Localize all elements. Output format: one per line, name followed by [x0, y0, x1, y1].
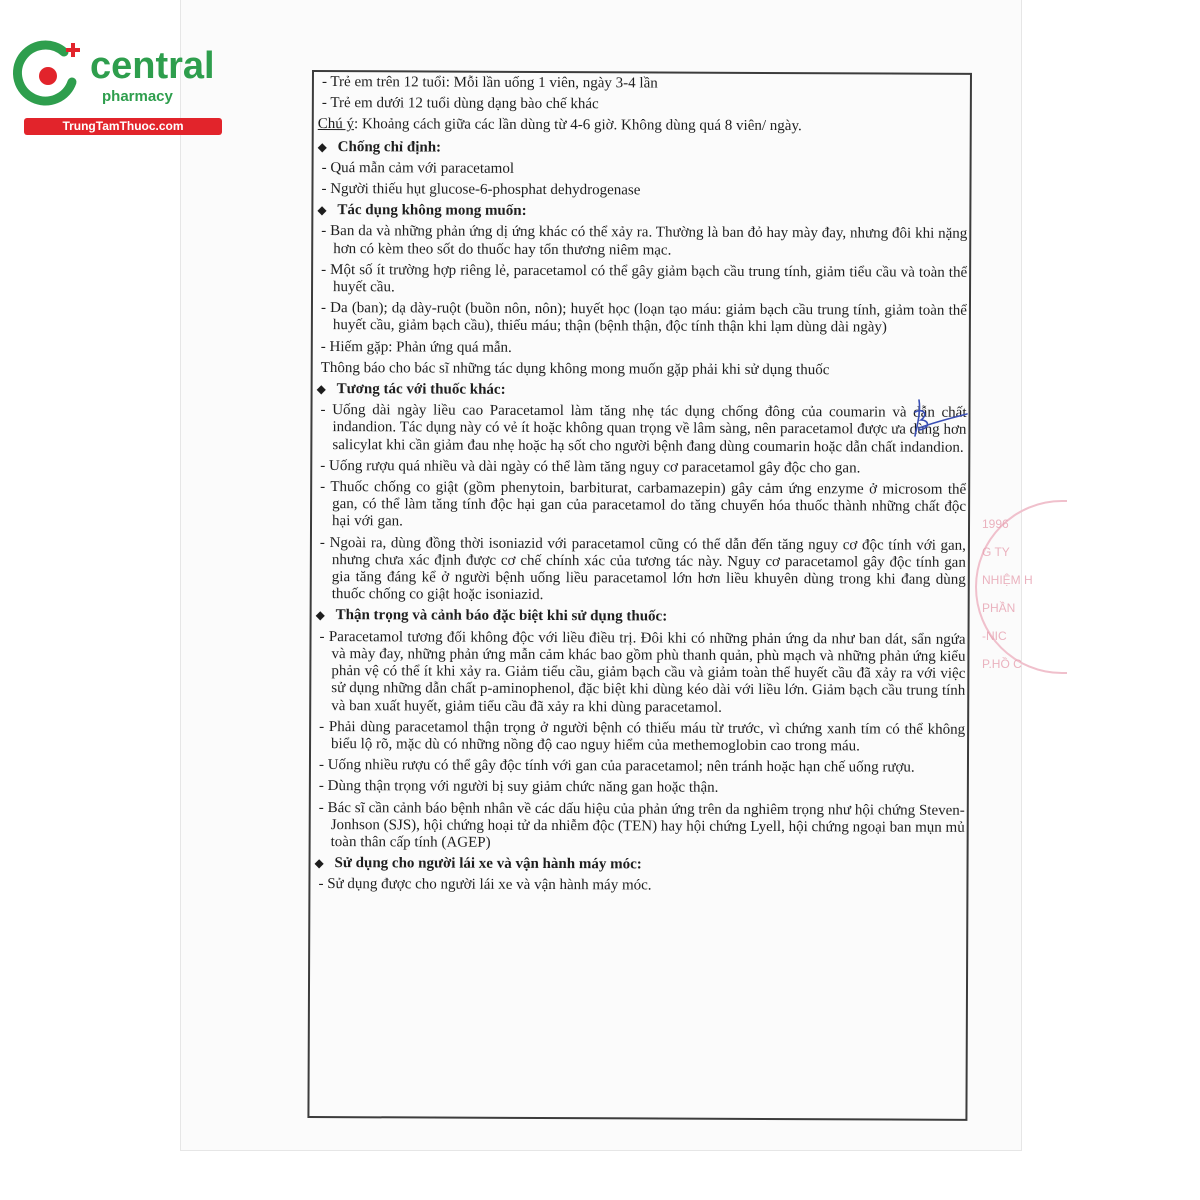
stamp-line: P.HỒ C [982, 657, 1022, 671]
section-title: Thận trọng và cảnh báo đặc biệt khi sử dụng thuốc: [335, 607, 668, 626]
list-item: - Người thiếu hụt glucose-6-phosphat dehydrogenase [321, 181, 641, 199]
stamp-line: NHIỆM H [982, 573, 1033, 587]
section-title: Sử dụng cho người lái xe và vận hành máy móc: [334, 855, 642, 873]
section-heading [317, 202, 967, 222]
document-body [314, 74, 968, 900]
diamond-bullet-icon: ◆ [317, 203, 327, 218]
list-item: - Một số ít trường hợp riêng lẻ, paracetamol có thể gây giảm bạch cầu trung tính, giảm tiểu cầu và toàn thể huyết cầu. [321, 261, 968, 296]
list-item: - Ngoài ra, dùng đồng thời isoniazid với paracetamol cũng có thể dẫn đến tăng nguy cơ độc tính với gan, nhưng chưa xác định được cơ chế chính xác của tương tác này. Nguy cơ paracetamol gây độc tính gan gia tăng đáng kể ở người bệnh uống liều paracetamol lớn hơn liều khuyên dùng trong khi đang dùng thuốc chống co giật hoặc isoniazid. [319, 534, 966, 604]
list-item: - Uống rượu quá nhiều và dài ngày có thể làm tăng nguy cơ paracetamol gây độc cho gan. [320, 457, 861, 477]
stamp-line: 1996 [982, 517, 1009, 531]
list-item: - Uống nhiều rượu có thể gây độc tính với gan của paracetamol; nên tránh hoặc hạn chế uống rượu. [318, 757, 915, 776]
list-item: - Uống dài ngày liều cao Paracetamol làm tăng nhẹ tác dụng chống đông của coumarin và dẫn chất indandion. Tác dụng này có vẻ ít hoặc không quan trọng về lâm sàng, nên paracetamol được ưa dùng hơn salicylat khi cần giảm đau nhẹ hoặc hạ sốt cho người bệnh đang dùng coumarin hoặc dẫn chất indandion. [320, 402, 967, 456]
section-interactions [316, 381, 967, 606]
dosage-note [318, 116, 968, 136]
stamp-line: PHẦN [982, 601, 1016, 615]
logo-subtitle: pharmacy [102, 88, 173, 105]
diamond-bullet-icon: ◆ [315, 608, 325, 623]
logo-name: central [90, 45, 215, 87]
logo-mark-icon [12, 38, 82, 108]
company-stamp [982, 510, 1042, 690]
list-item: - Phải dùng paracetamol thận trọng ở người bệnh có thiếu máu từ trước, vì chứng xanh tím có thể không biểu lộ rõ, mặc dù có những nồng độ cao nguy hiểm của methemoglobin cao trong máu. [319, 718, 966, 755]
section-title: Chống chỉ định: [337, 138, 442, 156]
section-side-effects [317, 202, 968, 380]
list-item: - Sử dụng được cho người lái xe và vận hành máy móc. [318, 876, 652, 894]
diamond-bullet-icon: ◆ [314, 856, 324, 871]
section-heading [318, 139, 968, 159]
list-item: - Ban da và những phản ứng dị ứng khác có thể xảy ra. Thường là ban đỏ hay mày đay, nhưng đôi khi nặng hơn có kèm theo sốt do thuốc hay tổn thương niêm mạc. [321, 223, 968, 259]
diamond-bullet-icon: ◆ [317, 139, 327, 154]
list-item: - Dùng thận trọng với người bị suy giảm chức năng gan hoặc thận. [318, 778, 719, 797]
section-contraindications [317, 139, 967, 201]
note-text: : Khoảng cách giữa các lần dùng từ 4-6 giờ. Không dùng quá 8 viên/ ngày. [354, 116, 802, 135]
section-footer: Thông báo cho bác sĩ những tác dụng không mong muốn gặp phải khi sử dụng thuốc [320, 359, 830, 379]
list-item: - Quá mẫn cảm với paracetamol [321, 159, 515, 177]
section-precautions [315, 607, 966, 853]
list-item: - Da (ban); dạ dày-ruột (buồn nôn, nôn); huyết học (loạn tạo máu: giảm bạch cầu trung tính, giảm toàn thể huyết cầu, giảm bạch cầu), thiếu máu; thận (bệnh thận, độc tính thận khi lạm dùng dài ngày) [320, 300, 968, 336]
stamp-line: -NIC [982, 629, 1007, 643]
list-item: - Bác sĩ cần cảnh báo bệnh nhân về các dấu hiệu của phản ứng trên da nghiêm trọng như hội chứng Steven-Jonhson (SJS), hội chứng hoại tử da nhiễm độc (TEN) hay hội chứng Lyell, hội chứng ngoại ban mụn mủ toàn thân cấp tính (AGEP) [318, 799, 965, 851]
section-heading [316, 607, 966, 627]
central-pharmacy-logo[interactable] [12, 38, 215, 138]
stamp-line: G TY [982, 545, 1010, 559]
section-heading [317, 381, 967, 401]
dosage-block [318, 74, 968, 136]
dosage-item: - Trẻ em trên 12 tuổi: Mỗi lần uống 1 viên, ngày 3-4 lần [321, 74, 658, 92]
section-heading [315, 855, 965, 875]
list-item: - Thuốc chống co giật (gồm phenytoin, barbiturat, carbamazepin) gây cảm ứng enzyme ở microsom thể gan, có thể làm tăng tính độc hại gan của paracetamol do tăng chuyển hóa thuốc thành những chất độc hại với gan. [320, 479, 967, 530]
list-item: - Paracetamol tương đối không độc với liều điều trị. Đôi khi có những phản ứng da như ban dát, sẩn ngứa và mày đay, những phản ứng mẫn cảm khác bao gồm phù thanh quản, phù mạch và những phản ứng kiểu phản vệ có thể ít khi xảy ra. Giảm tiểu cầu, giảm bạch cầu và giảm toàn thể huyết cầu đã xảy ra với việc sử dụng những dẫn chất p-aminophenol, đặc biệt khi dùng kéo dài với liều lớn. Giảm bạch cầu trung tính và ban xuất huyết, giảm tiểu cầu đã xảy ra khi dùng paracetamol. [319, 628, 966, 716]
note-label: Chú ý [317, 116, 355, 133]
diamond-bullet-icon: ◆ [316, 382, 326, 397]
section-title: Tác dụng không mong muốn: [337, 202, 527, 220]
list-item: - Hiếm gặp: Phản ứng quá mẫn. [320, 338, 512, 356]
logo-url-badge[interactable]: TrungTamThuoc.com [24, 118, 222, 135]
signature-icon [905, 392, 975, 452]
section-driving [314, 855, 964, 896]
section-title: Tương tác với thuốc khác: [336, 381, 506, 398]
dosage-item: - Trẻ em dưới 12 tuổi dùng dạng bào chế khác [321, 95, 599, 113]
